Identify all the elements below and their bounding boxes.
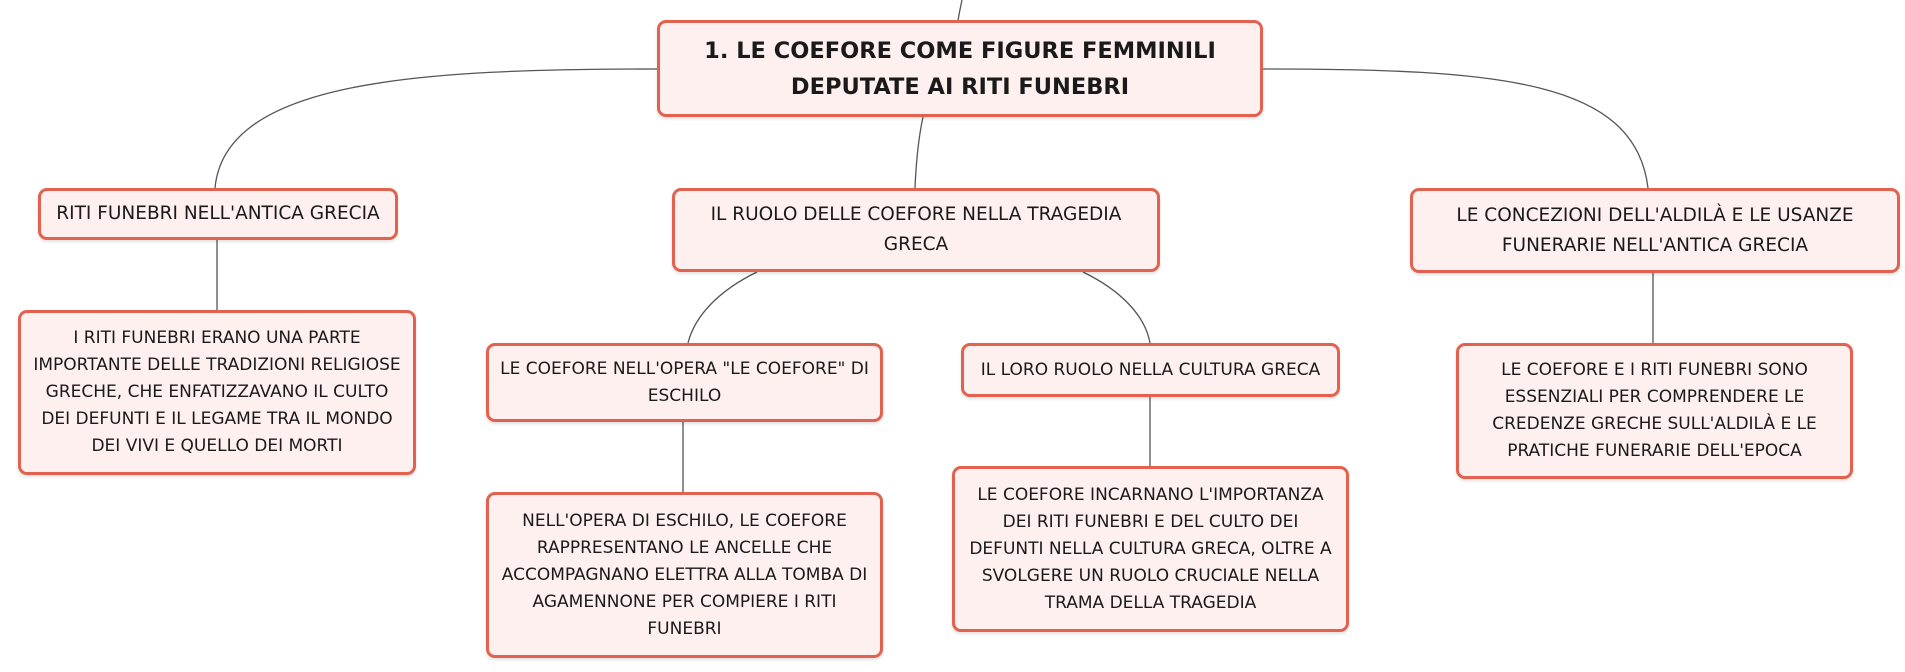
branch-node-ruolo-coefore[interactable] xyxy=(672,188,1160,272)
detail-node-riti-funebri-text: I RITI FUNEBRI ERANO UNA PARTE IMPORTANTE DELLE TRADIZIONI RELIGIOSE GRECHE, CHE ENFATIZZAVANO IL CULTO DEI DEFUNTI E IL LEGAME TRA IL MONDO DEI VIVI E QUELLO DEI MORTI xyxy=(33,328,401,456)
detail-node-opera-eschilo-text: NELL'OPERA DI ESCHILO, LE COEFORE RAPPRESENTANO LE ANCELLE CHE ACCOMPAGNANO ELETTRA ALLA TOMBA DI AGAMENNONE PER COMPIERE I RITI FUNEBRI xyxy=(501,510,868,639)
detail-node-concezioni-aldila[interactable] xyxy=(1456,343,1853,479)
connector-root-branch-3 xyxy=(1263,69,1648,188)
branch-node-riti-funebri-text: RITI FUNEBRI NELL'ANTICA GRECIA xyxy=(56,203,380,224)
subbranch-node-opera-eschilo-text: LE COEFORE NELL'OPERA "LE COEFORE" DI ESCHILO xyxy=(500,358,869,406)
branch-node-riti-funebri[interactable] xyxy=(38,188,398,240)
subbranch-node-opera-eschilo[interactable] xyxy=(486,343,883,422)
root-node[interactable] xyxy=(657,20,1263,117)
connector-branch-2-child-2 xyxy=(1083,272,1150,343)
branch-node-concezioni-aldila[interactable] xyxy=(1410,188,1900,273)
branch-node-ruolo-coefore-text: IL RUOLO DELLE COEFORE NELLA TRAGEDIA GRECA xyxy=(710,204,1122,255)
connector-branch-2-child-1 xyxy=(688,272,757,343)
connector-root-branch-2 xyxy=(915,117,923,188)
subbranch-node-cultura-greca-text: IL LORO RUOLO NELLA CULTURA GRECA xyxy=(980,359,1321,380)
root-node-text: 1. LE COEFORE COME FIGURE FEMMINILI DEPUTATE AI RITI FUNEBRI xyxy=(704,37,1216,100)
detail-node-concezioni-aldila-text: LE COEFORE E I RITI FUNEBRI SONO ESSENZIALI PER COMPRENDERE LE CREDENZE GRECHE SULL'ALDILÀ E LE PRATICHE FUNERARIE DELL'EPOCA xyxy=(1492,360,1817,461)
subbranch-node-cultura-greca[interactable] xyxy=(961,343,1340,397)
detail-node-riti-funebri[interactable] xyxy=(18,310,416,475)
branch-node-concezioni-aldila-text: LE CONCEZIONI DELL'ALDILÀ E LE USANZE FUNERARIE NELL'ANTICA GRECIA xyxy=(1456,204,1854,256)
connector-root-branch-1 xyxy=(215,69,657,188)
detail-node-cultura-greca-text: LE COEFORE INCARNANO L'IMPORTANZA DEI RITI FUNEBRI E DEL CULTO DEI DEFUNTI NELLA CULTURA GRECA, OLTRE A SVOLGERE UN RUOLO CRUCIALE NELLA TRAMA DELLA TRAGEDIA xyxy=(969,484,1332,613)
detail-node-cultura-greca[interactable] xyxy=(952,466,1349,632)
detail-node-opera-eschilo[interactable] xyxy=(486,492,883,658)
connector-root-parent xyxy=(958,0,962,22)
